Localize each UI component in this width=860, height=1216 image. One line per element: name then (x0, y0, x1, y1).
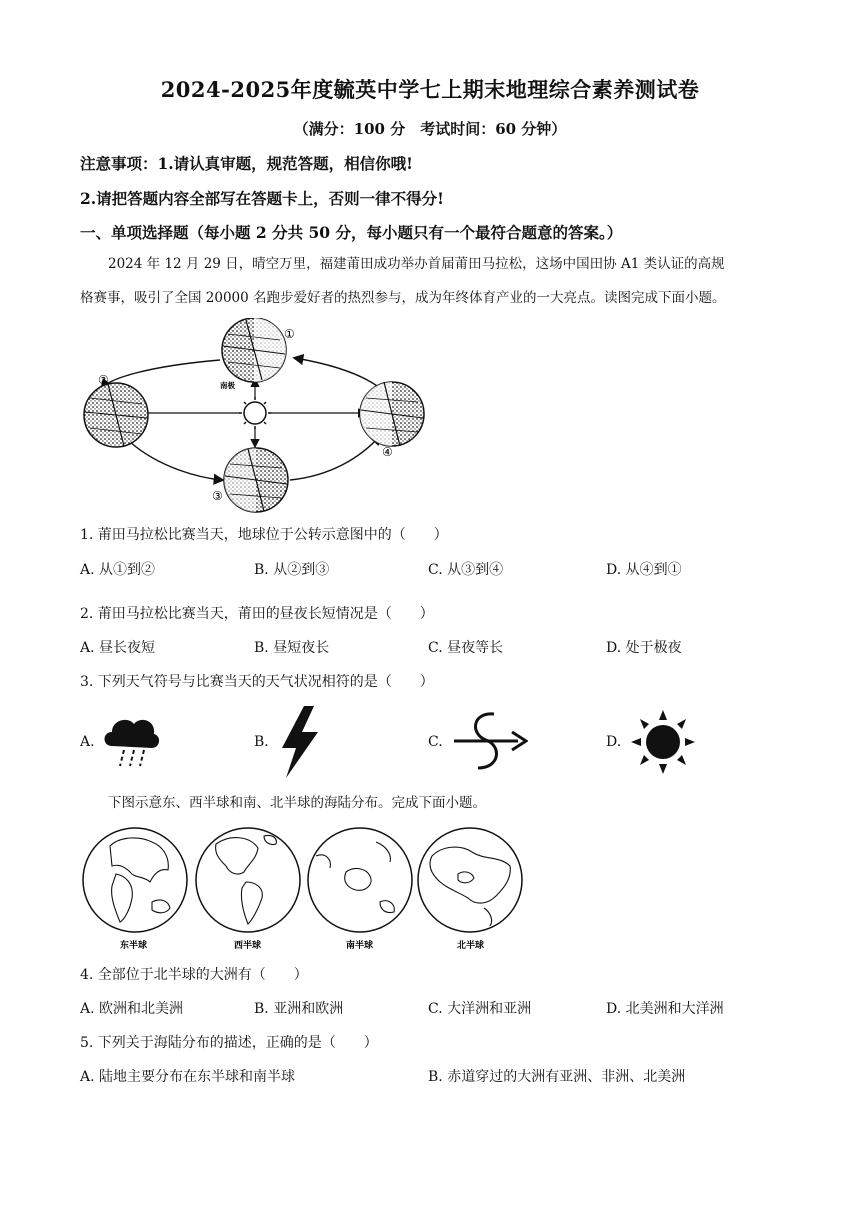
question-5: 5. 下列关于海陆分布的描述，正确的是（ ） (80, 1035, 378, 1051)
earth-orbit-diagram (80, 318, 430, 514)
question-2-option-a[interactable]: A. 昼长夜短 (80, 640, 156, 656)
north-hemisphere-globe (418, 828, 522, 932)
question-1: 1. 莆田马拉松比赛当天，地球位于公转示意图中的（ ） (80, 527, 448, 543)
question-3-option-c[interactable]: C. (428, 734, 443, 750)
hemisphere-globes-figure (80, 826, 528, 954)
north-hemisphere-label: 北半球 (457, 941, 485, 951)
earth-position-1 (222, 318, 286, 382)
earth-position-4 (360, 382, 424, 446)
question-3-option-b[interactable]: B. (254, 734, 269, 750)
south-hemisphere-globe (308, 828, 412, 932)
question-2-option-c[interactable]: C. 昼夜等长 (428, 640, 504, 656)
notice-line-1: 注意事项：1.请认真审题，规范答题，相信你哦! (80, 154, 413, 173)
west-hemisphere-globe (196, 828, 300, 932)
question-3-option-a[interactable]: A. (80, 734, 95, 750)
question-1-option-d[interactable]: D. 从④到① (606, 562, 682, 578)
hemisphere-intro: 下图示意东、西半球和南、北半球的海陆分布。完成下面小题。 (108, 795, 486, 811)
question-1-option-a[interactable]: A. 从①到② (80, 562, 156, 578)
south-hemisphere-label: 南半球 (346, 941, 374, 951)
question-2-option-b[interactable]: B. 昼短夜长 (254, 640, 330, 656)
earth-position-2 (84, 383, 148, 447)
question-2-option-d[interactable]: D. 处于极夜 (606, 640, 682, 656)
typhoon-icon (452, 710, 528, 772)
lightning-icon (276, 704, 322, 780)
south-pole-label: 南极 (220, 381, 235, 390)
east-hemisphere-globe (83, 828, 187, 932)
intro-paragraph-line-1: 2024 年 12 月 29 日，晴空万里，福建莆田成功举办首届莆田马拉松，这场中国田协 A1 类认证的高规 (108, 256, 725, 272)
question-5-option-b[interactable]: B. 赤道穿过的大洲有亚洲、非洲、北美洲 (428, 1069, 686, 1085)
orbit-label-4: ④ (382, 445, 393, 459)
notice-line-2: 2.请把答题内容全部写在答题卡上，否则一律不得分! (80, 189, 444, 208)
question-1-option-c[interactable]: C. 从③到④ (428, 562, 504, 578)
question-1-option-b[interactable]: B. 从②到③ (254, 562, 330, 578)
page-subtitle: （满分：100 分 考试时间：60 分钟） (293, 120, 567, 138)
question-3-option-d[interactable]: D. (606, 734, 622, 750)
page-title: 2024-2025年度毓英中学七上期末地理综合素养测试卷 (160, 77, 700, 102)
orbit-label-1: ① (284, 327, 295, 341)
east-hemisphere-label: 东半球 (120, 941, 148, 951)
sun-icon (239, 397, 271, 429)
question-4-option-b[interactable]: B. 亚洲和欧洲 (254, 1001, 344, 1017)
earth-position-3 (224, 448, 288, 512)
intro-paragraph-line-2: 格赛事，吸引了全国 20000 名跑步爱好者的热烈参与，成为年终体育产业的一大亮点。读图完成下面小题。 (80, 290, 726, 306)
question-3: 3. 下列天气符号与比赛当天的天气状况相符的是（ ） (80, 674, 434, 690)
orbit-label-3: ③ (212, 489, 223, 503)
question-4-option-c[interactable]: C. 大洋洲和亚洲 (428, 1001, 532, 1017)
question-5-option-a[interactable]: A. 陆地主要分布在东半球和南半球 (80, 1069, 296, 1085)
section-heading: 一、单项选择题（每小题 2 分共 50 分，每小题只有一个最符合题意的答案。） (80, 223, 623, 242)
question-4-option-d[interactable]: D. 北美洲和大洋洲 (606, 1001, 724, 1017)
question-2: 2. 莆田马拉松比赛当天，莆田的昼夜长短情况是（ ） (80, 606, 434, 622)
sun-icon (628, 708, 698, 776)
question-4-option-a[interactable]: A. 欧洲和北美洲 (80, 1001, 184, 1017)
rain-cloud-icon (100, 710, 162, 768)
west-hemisphere-label: 西半球 (234, 941, 262, 951)
orbit-label-2: ② (98, 373, 109, 387)
question-4: 4. 全部位于北半球的大洲有（ ） (80, 967, 308, 983)
